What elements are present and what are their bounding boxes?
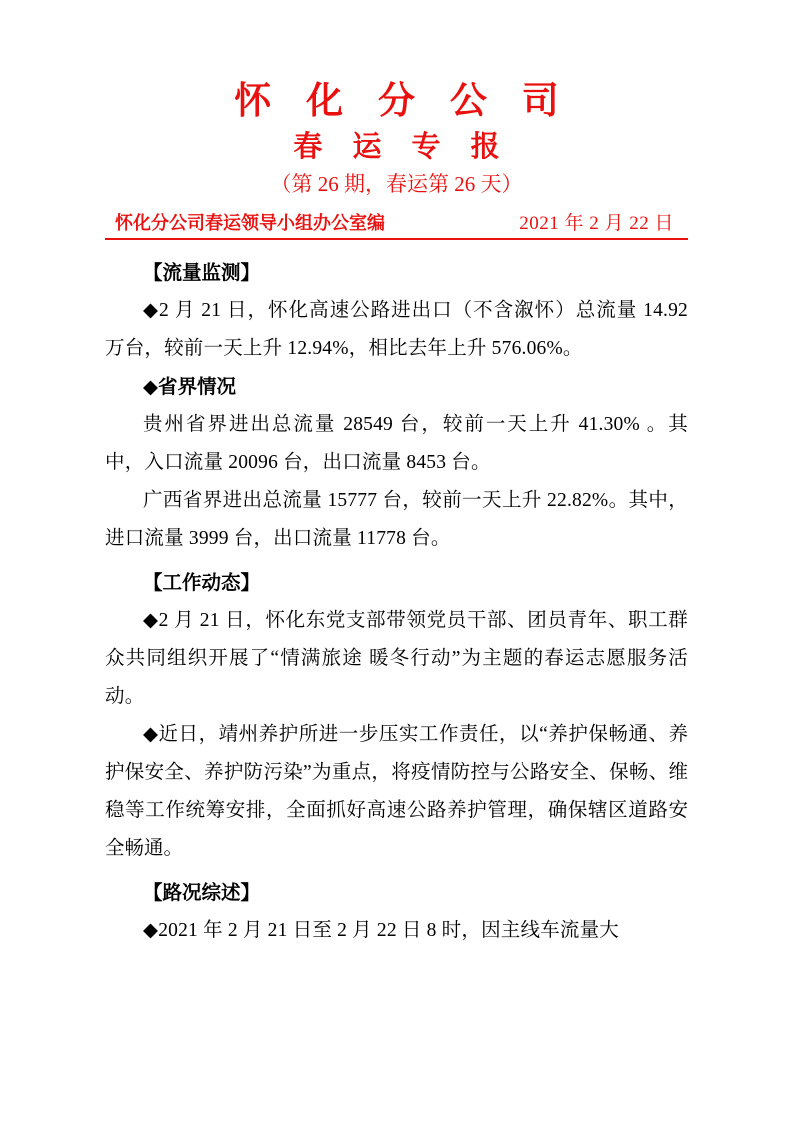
byline-row bbox=[105, 208, 688, 240]
section-heading: 【路况综述】 bbox=[143, 881, 261, 905]
paragraph: ◆2 月 21 日，怀化高速公路进出口（不含溆怀）总流量 14.92 万台，较前一天上升 12.94%，相比去年上升 576.06%。 bbox=[105, 299, 688, 359]
section-work-updates bbox=[105, 564, 688, 868]
subsection-heading: ◆省界情况 bbox=[143, 374, 236, 398]
paragraph: 广西省界进出总流量 15777 台，较前一天上升 22.82%。其中，进口流量 3999 台，出口流量 11778 台。 bbox=[105, 489, 688, 549]
masthead bbox=[105, 78, 688, 198]
paragraph: 贵州省界进出总流量 28549 台，较前一天上升 41.30% 。其中，入口流量 20096 台，出口流量 8453 台。 bbox=[105, 413, 688, 473]
document-body bbox=[105, 254, 688, 950]
section-heading: 【工作动态】 bbox=[143, 570, 261, 594]
paragraph: ◆2 月 21 日，怀化东党支部带领党员干部、团员青年、职工群众共同组织开展了“情满旅途 暖冬行动”为主题的春运志愿服务活动。 bbox=[105, 609, 688, 707]
section-provincial-border bbox=[105, 368, 688, 558]
paragraph: ◆近日，靖州养护所进一步压实工作责任，以“养护保畅通、养护保安全、养护防污染”为重点，将疫情防控与公路安全、保畅、维稳等工作统筹安排，全面抓好高速公路养护管理，确保辖区道路安全畅通。 bbox=[105, 723, 688, 860]
document-content bbox=[105, 78, 688, 950]
masthead-issue-number: （第 26 期，春运第 26 天） bbox=[270, 171, 523, 196]
masthead-bulletin-title: 春 运 专 报 bbox=[293, 129, 510, 164]
paragraph: ◆2021 年 2 月 21 日至 2 月 22 日 8 时，因主线车流量大 bbox=[143, 920, 619, 942]
section-road-conditions bbox=[105, 874, 688, 950]
byline-date: 2021 年 2 月 22 日 bbox=[519, 212, 674, 234]
byline-editor: 怀化分公司春运领导小组办公室编 bbox=[115, 212, 385, 234]
section-heading: 【流量监测】 bbox=[143, 260, 261, 284]
masthead-company-title: 怀 化 分 公 司 bbox=[234, 79, 570, 122]
section-traffic-monitoring bbox=[105, 254, 688, 368]
